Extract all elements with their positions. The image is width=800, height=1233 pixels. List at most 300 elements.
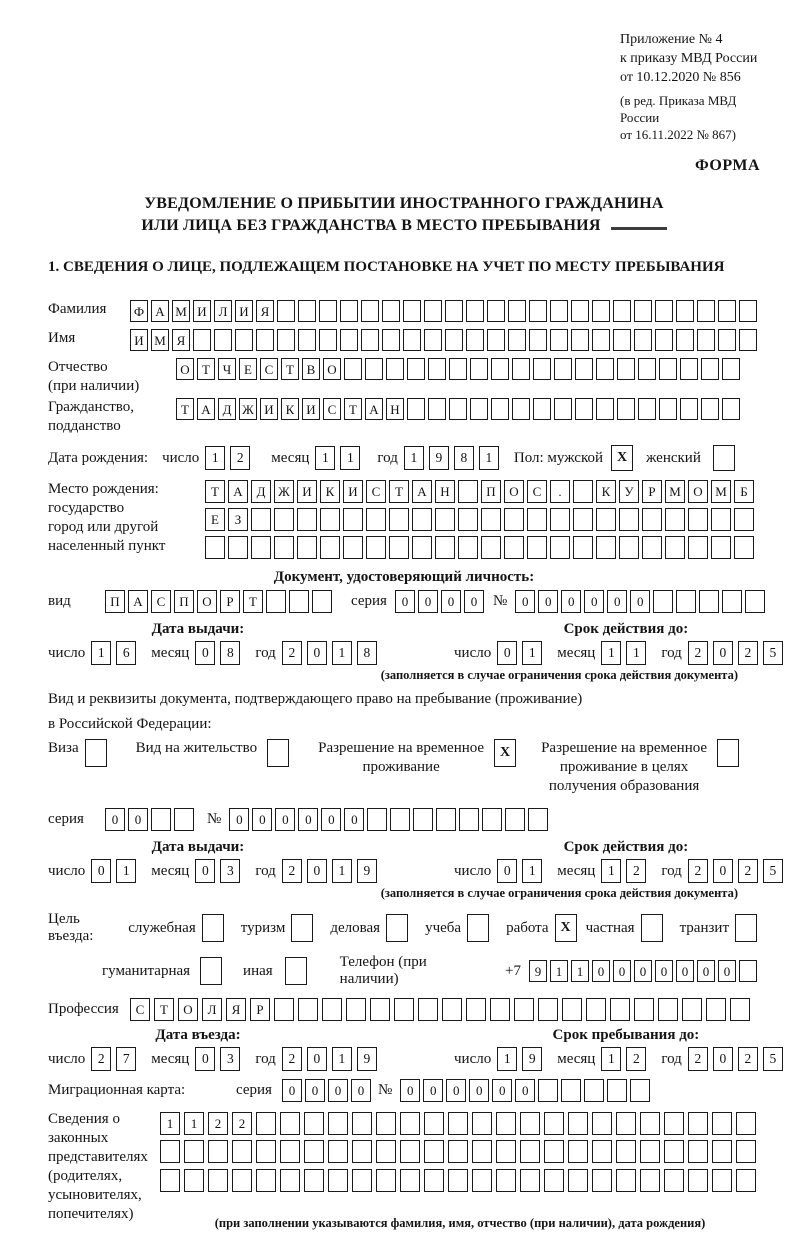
form-cell[interactable]: О: [323, 358, 341, 380]
form-cell[interactable]: 5: [763, 859, 783, 883]
form-cell[interactable]: [251, 536, 271, 559]
form-cell[interactable]: [655, 300, 673, 322]
form-cell[interactable]: [739, 960, 757, 982]
form-cell[interactable]: [659, 358, 677, 380]
form-cell[interactable]: .: [550, 480, 570, 503]
purpose-official-checkbox[interactable]: [202, 914, 227, 942]
form-cell[interactable]: [722, 358, 740, 380]
form-cell[interactable]: [274, 508, 294, 531]
form-cell[interactable]: [328, 1140, 348, 1163]
form-cell[interactable]: [280, 1112, 300, 1135]
form-cell[interactable]: [533, 358, 551, 380]
form-cell[interactable]: 0: [128, 808, 148, 831]
form-cell[interactable]: [538, 1079, 558, 1102]
form-cell[interactable]: 0: [515, 1079, 535, 1102]
form-cell[interactable]: 2: [688, 1047, 708, 1071]
purpose-tourism-checkbox[interactable]: [291, 914, 316, 942]
form-cell[interactable]: [466, 329, 484, 351]
form-cell[interactable]: П: [105, 590, 125, 613]
form-cell[interactable]: 0: [441, 590, 461, 613]
form-cell[interactable]: [394, 998, 414, 1021]
form-cell[interactable]: [343, 508, 363, 531]
form-cell[interactable]: [458, 480, 478, 503]
form-cell[interactable]: [718, 329, 736, 351]
form-cell[interactable]: 0: [282, 1079, 302, 1102]
form-cell[interactable]: [504, 536, 524, 559]
form-cell[interactable]: 1: [601, 859, 621, 883]
form-cell[interactable]: [228, 536, 248, 559]
form-cell[interactable]: 0: [307, 1047, 327, 1071]
form-cell[interactable]: [418, 998, 438, 1021]
form-cell[interactable]: [688, 536, 708, 559]
form-cell[interactable]: [389, 536, 409, 559]
form-cell[interactable]: [575, 358, 593, 380]
form-cell[interactable]: 0: [538, 590, 558, 613]
form-cell[interactable]: [448, 1112, 468, 1135]
form-cell[interactable]: [280, 1140, 300, 1163]
form-cell[interactable]: Т: [344, 398, 362, 420]
form-cell[interactable]: [561, 1079, 581, 1102]
form-cell[interactable]: [619, 508, 639, 531]
form-cell[interactable]: 0: [195, 641, 215, 665]
form-cell[interactable]: [328, 1112, 348, 1135]
form-cell[interactable]: [403, 329, 421, 351]
form-cell[interactable]: [424, 329, 442, 351]
form-cell[interactable]: 8: [454, 446, 474, 470]
form-cell[interactable]: 1: [601, 1047, 621, 1071]
form-cell[interactable]: 1: [522, 859, 542, 883]
form-cell[interactable]: [412, 508, 432, 531]
form-cell[interactable]: [467, 914, 489, 942]
form-cell[interactable]: 3: [220, 1047, 240, 1071]
form-cell[interactable]: [592, 300, 610, 322]
form-cell[interactable]: 0: [697, 960, 715, 982]
form-cell[interactable]: [554, 358, 572, 380]
form-cell[interactable]: [370, 998, 390, 1021]
form-cell[interactable]: И: [235, 300, 253, 322]
form-cell[interactable]: [280, 1169, 300, 1192]
form-cell[interactable]: 0: [195, 859, 215, 883]
form-cell[interactable]: В: [302, 358, 320, 380]
form-cell[interactable]: [550, 536, 570, 559]
form-cell[interactable]: 1: [205, 446, 225, 470]
form-cell[interactable]: [640, 1112, 660, 1135]
form-cell[interactable]: [352, 1112, 372, 1135]
form-cell[interactable]: [739, 329, 757, 351]
form-cell[interactable]: [472, 1112, 492, 1135]
form-cell[interactable]: [208, 1140, 228, 1163]
form-cell[interactable]: [596, 508, 616, 531]
form-cell[interactable]: 0: [469, 1079, 489, 1102]
form-cell[interactable]: 0: [630, 590, 650, 613]
form-cell[interactable]: [688, 1169, 708, 1192]
form-cell[interactable]: [304, 1140, 324, 1163]
form-cell[interactable]: [232, 1140, 252, 1163]
form-cell[interactable]: 2: [232, 1112, 252, 1135]
form-cell[interactable]: [366, 508, 386, 531]
form-cell[interactable]: 2: [738, 1047, 758, 1071]
form-cell[interactable]: [436, 808, 456, 831]
form-cell[interactable]: 2: [626, 1047, 646, 1071]
form-cell[interactable]: [711, 508, 731, 531]
form-cell[interactable]: [676, 590, 696, 613]
form-cell[interactable]: Ж: [274, 480, 294, 503]
form-cell[interactable]: 1: [332, 1047, 352, 1071]
form-cell[interactable]: [424, 1140, 444, 1163]
form-cell[interactable]: [340, 300, 358, 322]
form-cell[interactable]: [205, 536, 225, 559]
form-cell[interactable]: [512, 398, 530, 420]
form-cell[interactable]: X: [611, 445, 633, 471]
form-cell[interactable]: [676, 329, 694, 351]
form-cell[interactable]: 0: [418, 590, 438, 613]
form-cell[interactable]: 0: [592, 960, 610, 982]
form-cell[interactable]: [487, 329, 505, 351]
form-cell[interactable]: [592, 1140, 612, 1163]
form-cell[interactable]: 1: [550, 960, 568, 982]
form-cell[interactable]: [304, 1112, 324, 1135]
form-cell[interactable]: 0: [561, 590, 581, 613]
form-cell[interactable]: [659, 398, 677, 420]
form-cell[interactable]: [449, 358, 467, 380]
form-cell[interactable]: [390, 808, 410, 831]
form-cell[interactable]: [344, 358, 362, 380]
form-cell[interactable]: 9: [357, 859, 377, 883]
form-cell[interactable]: 9: [357, 1047, 377, 1071]
form-cell[interactable]: 1: [184, 1112, 204, 1135]
form-cell[interactable]: З: [228, 508, 248, 531]
form-cell[interactable]: X: [555, 914, 577, 942]
form-cell[interactable]: [193, 329, 211, 351]
form-cell[interactable]: [376, 1140, 396, 1163]
form-cell[interactable]: Ж: [239, 398, 257, 420]
form-cell[interactable]: [202, 914, 224, 942]
form-cell[interactable]: [214, 329, 232, 351]
form-cell[interactable]: [680, 358, 698, 380]
form-cell[interactable]: [352, 1140, 372, 1163]
form-cell[interactable]: 9: [529, 960, 547, 982]
form-cell[interactable]: 0: [607, 590, 627, 613]
form-cell[interactable]: А: [128, 590, 148, 613]
form-cell[interactable]: Н: [386, 398, 404, 420]
form-cell[interactable]: 0: [492, 1079, 512, 1102]
form-cell[interactable]: Я: [172, 329, 190, 351]
form-cell[interactable]: П: [481, 480, 501, 503]
form-cell[interactable]: [568, 1140, 588, 1163]
form-cell[interactable]: 0: [91, 859, 111, 883]
form-cell[interactable]: [256, 1140, 276, 1163]
form-cell[interactable]: [739, 300, 757, 322]
form-cell[interactable]: [630, 1079, 650, 1102]
form-cell[interactable]: 0: [351, 1079, 371, 1102]
purpose-transit-checkbox[interactable]: [735, 914, 760, 942]
form-cell[interactable]: Я: [226, 998, 246, 1021]
form-cell[interactable]: 2: [282, 859, 302, 883]
form-cell[interactable]: 2: [688, 859, 708, 883]
form-cell[interactable]: 2: [738, 641, 758, 665]
form-cell[interactable]: 0: [584, 590, 604, 613]
form-cell[interactable]: 0: [515, 590, 535, 613]
form-cell[interactable]: [184, 1140, 204, 1163]
form-cell[interactable]: [655, 329, 673, 351]
form-cell[interactable]: [527, 508, 547, 531]
form-cell[interactable]: Ф: [130, 300, 148, 322]
form-cell[interactable]: [616, 1112, 636, 1135]
form-cell[interactable]: [688, 1112, 708, 1135]
form-cell[interactable]: И: [130, 329, 148, 351]
form-cell[interactable]: [680, 398, 698, 420]
form-cell[interactable]: Л: [202, 998, 222, 1021]
form-cell[interactable]: [376, 1169, 396, 1192]
form-cell[interactable]: [328, 1169, 348, 1192]
form-cell[interactable]: Т: [243, 590, 263, 613]
form-cell[interactable]: [496, 1112, 516, 1135]
form-cell[interactable]: [491, 358, 509, 380]
form-cell[interactable]: Л: [214, 300, 232, 322]
form-cell[interactable]: [640, 1169, 660, 1192]
form-cell[interactable]: 0: [655, 960, 673, 982]
form-cell[interactable]: [745, 590, 765, 613]
form-cell[interactable]: [528, 808, 548, 831]
form-cell[interactable]: 2: [230, 446, 250, 470]
form-cell[interactable]: [389, 508, 409, 531]
form-cell[interactable]: [459, 808, 479, 831]
form-cell[interactable]: [470, 358, 488, 380]
form-cell[interactable]: [340, 329, 358, 351]
form-cell[interactable]: [538, 998, 558, 1021]
form-cell[interactable]: С: [527, 480, 547, 503]
form-cell[interactable]: 1: [332, 859, 352, 883]
form-cell[interactable]: [571, 329, 589, 351]
form-cell[interactable]: [712, 1169, 732, 1192]
form-cell[interactable]: [712, 1140, 732, 1163]
form-cell[interactable]: 0: [298, 808, 318, 831]
form-cell[interactable]: [665, 508, 685, 531]
form-cell[interactable]: Е: [239, 358, 257, 380]
form-cell[interactable]: [617, 398, 635, 420]
form-cell[interactable]: [736, 1169, 756, 1192]
form-cell[interactable]: А: [412, 480, 432, 503]
form-cell[interactable]: 1: [479, 446, 499, 470]
form-cell[interactable]: 2: [208, 1112, 228, 1135]
sex-female-checkbox[interactable]: [713, 445, 738, 471]
form-cell[interactable]: [466, 300, 484, 322]
form-cell[interactable]: 0: [275, 808, 295, 831]
form-cell[interactable]: [734, 536, 754, 559]
form-cell[interactable]: [352, 1169, 372, 1192]
purpose-business-checkbox[interactable]: [386, 914, 411, 942]
form-cell[interactable]: [699, 590, 719, 613]
form-cell[interactable]: 0: [713, 1047, 733, 1071]
form-cell[interactable]: 0: [718, 960, 736, 982]
form-cell[interactable]: [200, 957, 222, 985]
form-cell[interactable]: [734, 508, 754, 531]
form-cell[interactable]: С: [151, 590, 171, 613]
form-cell[interactable]: [312, 590, 332, 613]
form-cell[interactable]: [701, 398, 719, 420]
form-cell[interactable]: [366, 536, 386, 559]
form-cell[interactable]: [320, 508, 340, 531]
form-cell[interactable]: 9: [429, 446, 449, 470]
form-cell[interactable]: [412, 536, 432, 559]
form-cell[interactable]: [573, 508, 593, 531]
form-cell[interactable]: [304, 1169, 324, 1192]
form-cell[interactable]: [361, 329, 379, 351]
temp-residence-checkbox[interactable]: [494, 739, 519, 767]
form-cell[interactable]: [617, 358, 635, 380]
form-cell[interactable]: [256, 329, 274, 351]
form-cell[interactable]: 2: [688, 641, 708, 665]
form-cell[interactable]: О: [504, 480, 524, 503]
form-cell[interactable]: [407, 398, 425, 420]
form-cell[interactable]: [481, 508, 501, 531]
form-cell[interactable]: С: [260, 358, 278, 380]
form-cell[interactable]: [596, 398, 614, 420]
form-cell[interactable]: [400, 1112, 420, 1135]
form-cell[interactable]: [638, 398, 656, 420]
form-cell[interactable]: [584, 1079, 604, 1102]
form-cell[interactable]: [717, 739, 739, 767]
form-cell[interactable]: [508, 329, 526, 351]
form-cell[interactable]: [550, 508, 570, 531]
form-cell[interactable]: [573, 536, 593, 559]
form-cell[interactable]: К: [281, 398, 299, 420]
form-cell[interactable]: [470, 398, 488, 420]
form-cell[interactable]: 5: [763, 641, 783, 665]
form-cell[interactable]: [367, 808, 387, 831]
form-cell[interactable]: [458, 508, 478, 531]
form-cell[interactable]: 1: [601, 641, 621, 665]
form-cell[interactable]: [613, 300, 631, 322]
form-cell[interactable]: [544, 1112, 564, 1135]
form-cell[interactable]: [386, 914, 408, 942]
purpose-other-checkbox[interactable]: [285, 957, 310, 985]
form-cell[interactable]: И: [302, 398, 320, 420]
form-cell[interactable]: [512, 358, 530, 380]
form-cell[interactable]: О: [176, 358, 194, 380]
form-cell[interactable]: [586, 998, 606, 1021]
form-cell[interactable]: [297, 536, 317, 559]
form-cell[interactable]: [487, 300, 505, 322]
form-cell[interactable]: [592, 329, 610, 351]
form-cell[interactable]: [413, 808, 433, 831]
form-cell[interactable]: [85, 739, 107, 767]
purpose-private-checkbox[interactable]: [641, 914, 666, 942]
form-cell[interactable]: 2: [626, 859, 646, 883]
form-cell[interactable]: [550, 329, 568, 351]
form-cell[interactable]: [322, 998, 342, 1021]
form-cell[interactable]: [634, 998, 654, 1021]
form-cell[interactable]: Я: [256, 300, 274, 322]
form-cell[interactable]: 0: [613, 960, 631, 982]
form-cell[interactable]: Т: [154, 998, 174, 1021]
form-cell[interactable]: [174, 808, 194, 831]
form-cell[interactable]: 0: [446, 1079, 466, 1102]
form-cell[interactable]: [277, 300, 295, 322]
form-cell[interactable]: А: [365, 398, 383, 420]
form-cell[interactable]: [496, 1169, 516, 1192]
form-cell[interactable]: [533, 398, 551, 420]
form-cell[interactable]: [592, 1169, 612, 1192]
form-cell[interactable]: [514, 998, 534, 1021]
form-cell[interactable]: О: [197, 590, 217, 613]
form-cell[interactable]: С: [130, 998, 150, 1021]
form-cell[interactable]: 0: [713, 641, 733, 665]
form-cell[interactable]: И: [343, 480, 363, 503]
form-cell[interactable]: [184, 1169, 204, 1192]
form-cell[interactable]: [382, 329, 400, 351]
form-cell[interactable]: [490, 998, 510, 1021]
form-cell[interactable]: [208, 1169, 228, 1192]
form-cell[interactable]: [550, 300, 568, 322]
form-cell[interactable]: [496, 1140, 516, 1163]
form-cell[interactable]: 1: [404, 446, 424, 470]
form-cell[interactable]: [607, 1079, 627, 1102]
form-cell[interactable]: К: [320, 480, 340, 503]
temp-residence-education-checkbox[interactable]: [717, 739, 742, 767]
form-cell[interactable]: [641, 914, 663, 942]
form-cell[interactable]: [688, 1140, 708, 1163]
form-cell[interactable]: [407, 358, 425, 380]
form-cell[interactable]: [642, 536, 662, 559]
form-cell[interactable]: [616, 1140, 636, 1163]
form-cell[interactable]: 0: [305, 1079, 325, 1102]
form-cell[interactable]: 0: [497, 859, 517, 883]
form-cell[interactable]: [575, 398, 593, 420]
form-cell[interactable]: 0: [464, 590, 484, 613]
form-cell[interactable]: 1: [497, 1047, 517, 1071]
form-cell[interactable]: 0: [307, 641, 327, 665]
form-cell[interactable]: Т: [205, 480, 225, 503]
form-cell[interactable]: [298, 329, 316, 351]
form-cell[interactable]: У: [619, 480, 639, 503]
form-cell[interactable]: А: [197, 398, 215, 420]
form-cell[interactable]: Ч: [218, 358, 236, 380]
form-cell[interactable]: [428, 358, 446, 380]
form-cell[interactable]: [319, 329, 337, 351]
form-cell[interactable]: [701, 358, 719, 380]
form-cell[interactable]: [665, 536, 685, 559]
form-cell[interactable]: [529, 329, 547, 351]
form-cell[interactable]: [376, 1112, 396, 1135]
form-cell[interactable]: [544, 1169, 564, 1192]
form-cell[interactable]: О: [688, 480, 708, 503]
form-cell[interactable]: [386, 358, 404, 380]
form-cell[interactable]: [256, 1112, 276, 1135]
form-cell[interactable]: [571, 300, 589, 322]
form-cell[interactable]: [291, 914, 313, 942]
form-cell[interactable]: [520, 1169, 540, 1192]
form-cell[interactable]: [298, 998, 318, 1021]
form-cell[interactable]: [424, 300, 442, 322]
form-cell[interactable]: [544, 1140, 564, 1163]
form-cell[interactable]: [713, 445, 735, 471]
form-cell[interactable]: [343, 536, 363, 559]
form-cell[interactable]: [508, 300, 526, 322]
form-cell[interactable]: 1: [160, 1112, 180, 1135]
form-cell[interactable]: Е: [205, 508, 225, 531]
form-cell[interactable]: [610, 998, 630, 1021]
form-cell[interactable]: [596, 536, 616, 559]
form-cell[interactable]: [298, 300, 316, 322]
form-cell[interactable]: [520, 1112, 540, 1135]
form-cell[interactable]: [504, 508, 524, 531]
form-cell[interactable]: [653, 590, 673, 613]
form-cell[interactable]: [449, 398, 467, 420]
form-cell[interactable]: [151, 808, 171, 831]
form-cell[interactable]: Р: [250, 998, 270, 1021]
form-cell[interactable]: [688, 508, 708, 531]
